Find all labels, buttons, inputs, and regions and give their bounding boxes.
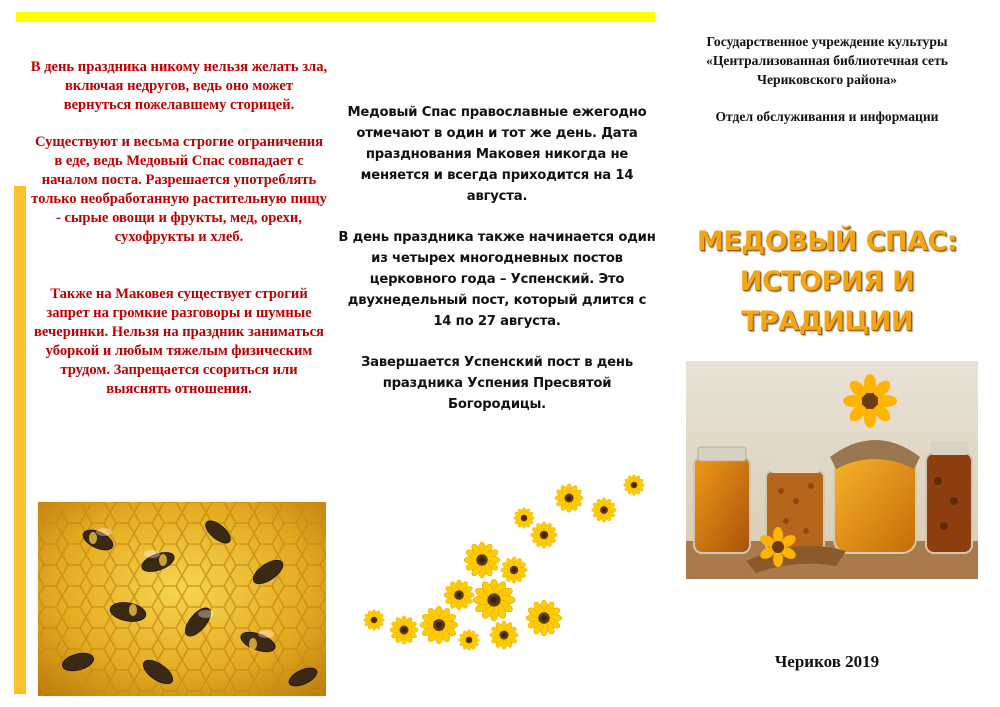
left-text-block: Также на Маковея существует строгий запрет на громкие разговоры и шумные вечеринки. Нельзя на праздник заниматься уборкой и любым тяжелым физическим трудом. Запрещается ссориться или выяснять отношения.	[34, 286, 324, 397]
left-text-block: Существуют и весьма строгие ограничения в еде, ведь Медовый Спас совпадает с началом поста. Разрешается употреблять только необработанную растительную пищу - сырые овощи и фрукты, мед, орехи, сухофрукты и хлеб.	[31, 134, 327, 245]
honey-jars-image	[686, 361, 978, 579]
bees-honeycomb-image	[38, 502, 326, 696]
middle-column	[338, 102, 656, 435]
right-column	[672, 32, 982, 125]
title-line-2: ИСТОРИЯ И ТРАДИЦИИ	[739, 266, 915, 337]
middle-text-block: Медовый Спас православные ежегодно отмечают в один и тот же день. Дата празднования Маковея никогда не меняется и всегда приходится на 14 августа.	[347, 105, 647, 204]
sunflowers-decoration	[354, 470, 654, 660]
left-column	[30, 58, 328, 417]
footer-city-year: Чериков 2019	[774, 652, 880, 671]
title-line-1: МЕДОВЫЙ СПАС:	[696, 226, 958, 257]
left-text-block: В день праздника никому нельзя желать зла, включая недругов, ведь оно может вернуться пожелавшему сторицей.	[30, 59, 328, 113]
middle-text-block: Завершается Успенский пост в день праздника Успения Пресвятой Богородицы.	[361, 355, 633, 412]
brochure-title	[672, 222, 982, 342]
middle-text-block: В день праздника также начинается один из четырех многодневных постов церковного года – Успенский. Это двухнедельный пост, который длится с 14 по 27 августа.	[338, 230, 656, 329]
top-yellow-bar	[16, 12, 655, 22]
side-yellow-bar	[14, 186, 26, 694]
department-name: Отдел обслуживания и информации	[715, 109, 939, 124]
organization-name: Государственное учреждение культуры «Централизованная библиотечная сеть Чериковского района»	[706, 34, 948, 87]
